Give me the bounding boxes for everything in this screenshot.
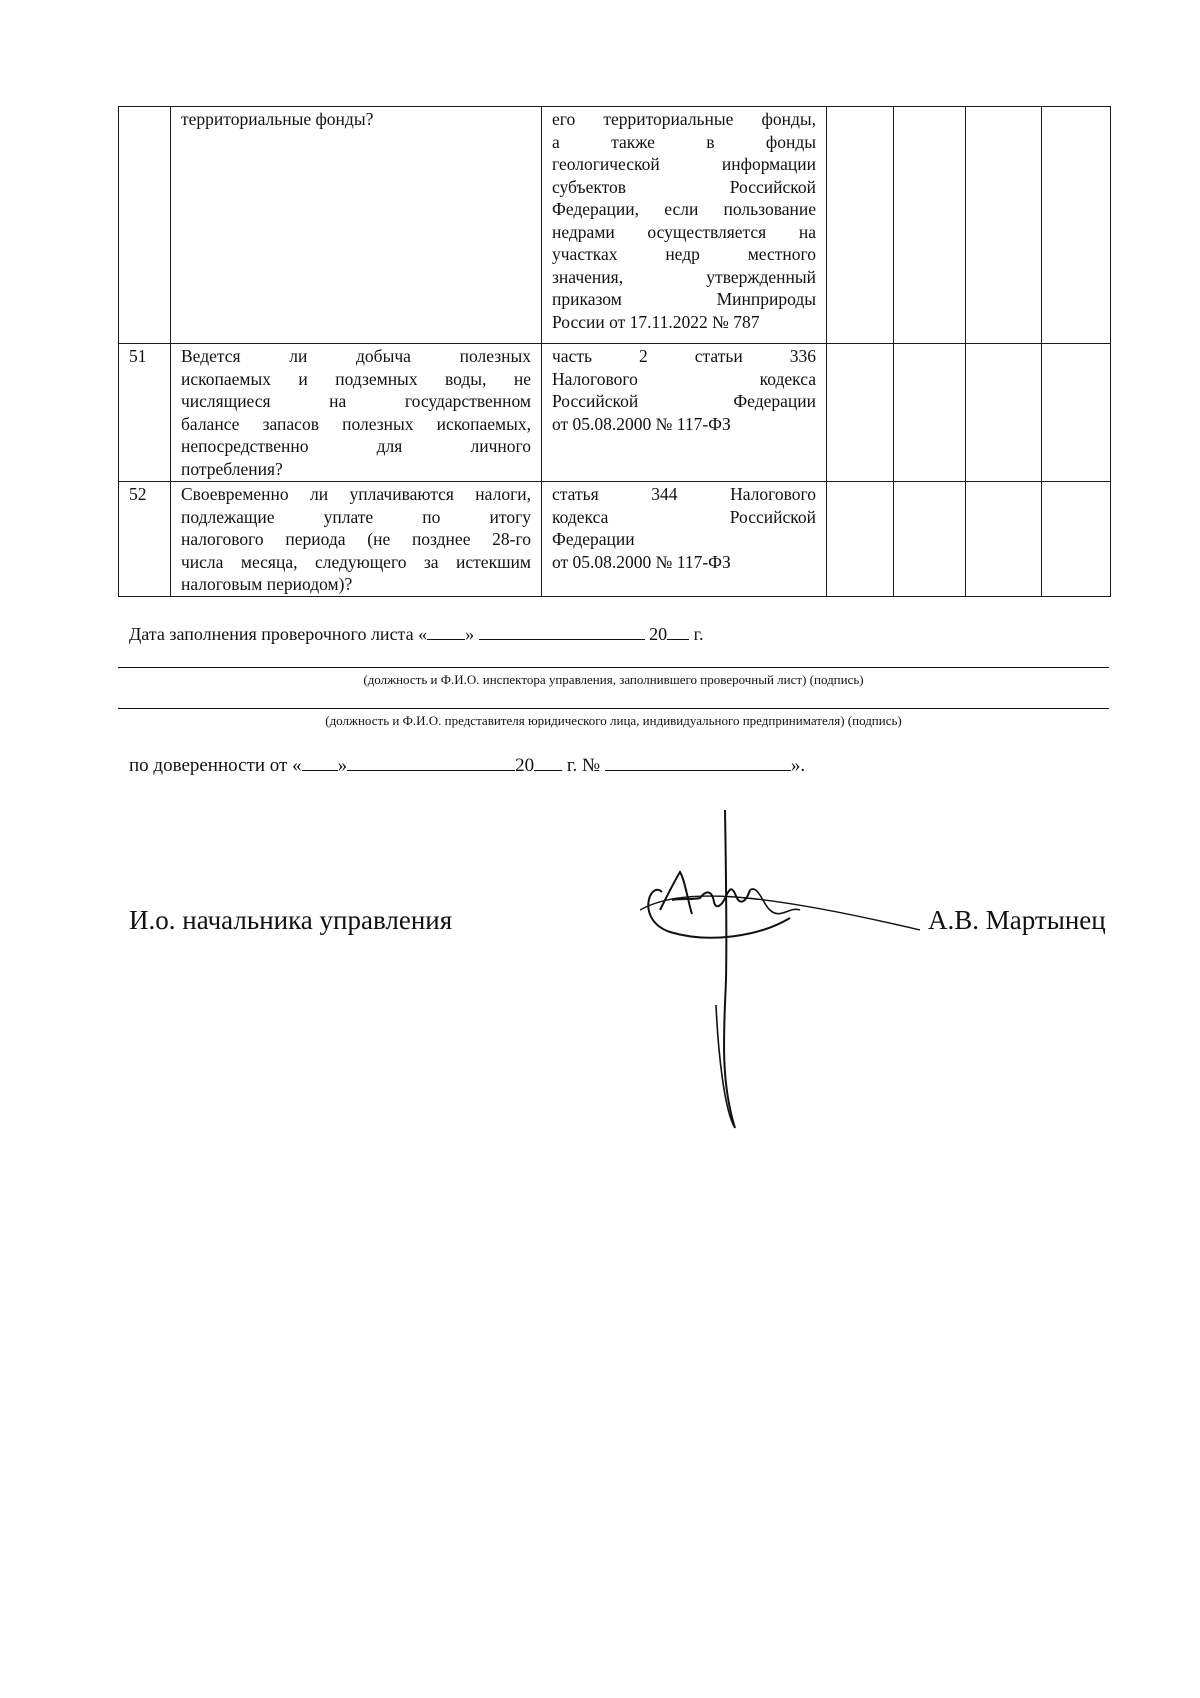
question-cell-line: непосредственно для личного bbox=[181, 436, 531, 456]
answer-yes-cell[interactable] bbox=[827, 107, 894, 344]
signer-name: А.В. Мартынец bbox=[928, 905, 1106, 935]
table-row bbox=[119, 344, 1111, 482]
signer-title: И.о. начальника управления bbox=[129, 905, 453, 935]
reference-cell-line: геологической информации bbox=[552, 154, 816, 174]
proxy-year-blank[interactable] bbox=[534, 752, 562, 771]
row-number: 51 bbox=[119, 344, 171, 482]
answer-na-cell[interactable] bbox=[966, 344, 1042, 482]
year-prefix: 20 bbox=[515, 755, 535, 776]
question-cell-line: Своевременно ли уплачиваются налоги, bbox=[181, 484, 531, 504]
reference-cell-line: России от 17.11.2022 № 787 bbox=[552, 311, 760, 332]
table-row bbox=[119, 107, 1111, 344]
reference-cell-line: приказом Минприроды bbox=[552, 289, 816, 309]
question-cell-line: числящиеся на государственном bbox=[181, 391, 531, 411]
reference-cell-line: Федерации, если пользование bbox=[552, 199, 816, 219]
reference-cell bbox=[542, 344, 827, 482]
row-number bbox=[119, 107, 171, 344]
question-cell-line: территориальные фонды? bbox=[181, 109, 374, 129]
answer-no-cell[interactable] bbox=[894, 482, 966, 597]
table-row bbox=[119, 482, 1111, 597]
checklist-table bbox=[118, 106, 1111, 597]
question-cell-line: налоговым периодом)? bbox=[181, 574, 353, 594]
note-cell[interactable] bbox=[1042, 344, 1111, 482]
reference-cell-line: от 05.08.2000 № 117-ФЗ bbox=[552, 551, 731, 572]
number-label: г. № bbox=[566, 755, 601, 776]
year-blank[interactable] bbox=[667, 621, 689, 640]
reference-cell-line: а также в фонды bbox=[552, 131, 816, 152]
reference-cell-line: участках недр местного bbox=[552, 244, 816, 264]
reference-cell-line: Российской Федерации bbox=[552, 391, 816, 411]
end-quote: ». bbox=[790, 755, 806, 776]
representative-caption: (должность и Ф.И.О. представителя юридического лица, индивидуального предпринимателя) (подпись) bbox=[325, 713, 902, 728]
reference-cell-line: его территориальные фонды, bbox=[552, 109, 816, 129]
row-number: 52 bbox=[119, 482, 171, 597]
answer-na-cell[interactable] bbox=[966, 107, 1042, 344]
proxy-line bbox=[129, 752, 805, 777]
month-blank[interactable] bbox=[479, 621, 645, 640]
question-cell bbox=[171, 344, 542, 482]
reference-cell-line: кодекса Российской bbox=[552, 506, 816, 527]
close-quote: » bbox=[465, 624, 475, 644]
representative-signature-line[interactable] bbox=[118, 708, 1109, 709]
reference-cell bbox=[542, 482, 827, 597]
note-cell[interactable] bbox=[1042, 482, 1111, 597]
close-quote: » bbox=[337, 755, 348, 776]
answer-na-cell[interactable] bbox=[966, 482, 1042, 597]
answer-yes-cell[interactable] bbox=[827, 344, 894, 482]
year-prefix: 20 bbox=[649, 624, 668, 644]
question-cell-line: налогового периода (не позднее 28-го bbox=[181, 529, 531, 549]
reference-cell-line: значения, утвержденный bbox=[552, 266, 816, 287]
fill-date-line bbox=[129, 621, 704, 645]
reference-cell-line: от 05.08.2000 № 117-ФЗ bbox=[552, 413, 731, 434]
reference-cell-line: Налогового кодекса bbox=[552, 368, 816, 389]
reference-cell bbox=[542, 107, 827, 344]
proxy-number-blank[interactable] bbox=[605, 752, 791, 771]
question-cell-line: балансе запасов полезных ископаемых, bbox=[181, 413, 531, 434]
answer-yes-cell[interactable] bbox=[827, 482, 894, 597]
question-cell-line: ископаемых и подземных воды, не bbox=[181, 368, 531, 389]
handwritten-signature bbox=[640, 810, 920, 1130]
question-cell-line: Ведется ли добыча полезных bbox=[181, 346, 531, 366]
proxy-label: по доверенности от « bbox=[129, 755, 302, 776]
note-cell[interactable] bbox=[1042, 107, 1111, 344]
inspector-signature-line[interactable] bbox=[118, 667, 1109, 668]
year-suffix: г. bbox=[693, 624, 704, 644]
proxy-day-blank[interactable] bbox=[302, 752, 338, 771]
question-cell-line: потребления? bbox=[181, 458, 283, 479]
reference-cell-line: недрами осуществляется на bbox=[552, 221, 816, 242]
fill-date-label: Дата заполнения проверочного листа « bbox=[129, 624, 428, 644]
question-cell bbox=[171, 482, 542, 597]
reference-cell-line: субъектов Российской bbox=[552, 176, 816, 197]
answer-no-cell[interactable] bbox=[894, 107, 966, 344]
reference-cell-line: часть 2 статьи 336 bbox=[552, 346, 816, 366]
question-cell-line: числа месяца, следующего за истекшим bbox=[181, 551, 531, 572]
day-blank[interactable] bbox=[427, 621, 465, 640]
inspector-caption: (должность и Ф.И.О. инспектора управления, заполнившего проверочный лист) (подпись) bbox=[363, 672, 864, 687]
question-cell-line: подлежащие уплате по итогу bbox=[181, 506, 531, 527]
question-cell bbox=[171, 107, 542, 344]
reference-cell-line: статья 344 Налогового bbox=[552, 484, 816, 504]
reference-cell-line: Федерации bbox=[552, 529, 635, 549]
answer-no-cell[interactable] bbox=[894, 344, 966, 482]
proxy-month-blank[interactable] bbox=[347, 752, 515, 771]
